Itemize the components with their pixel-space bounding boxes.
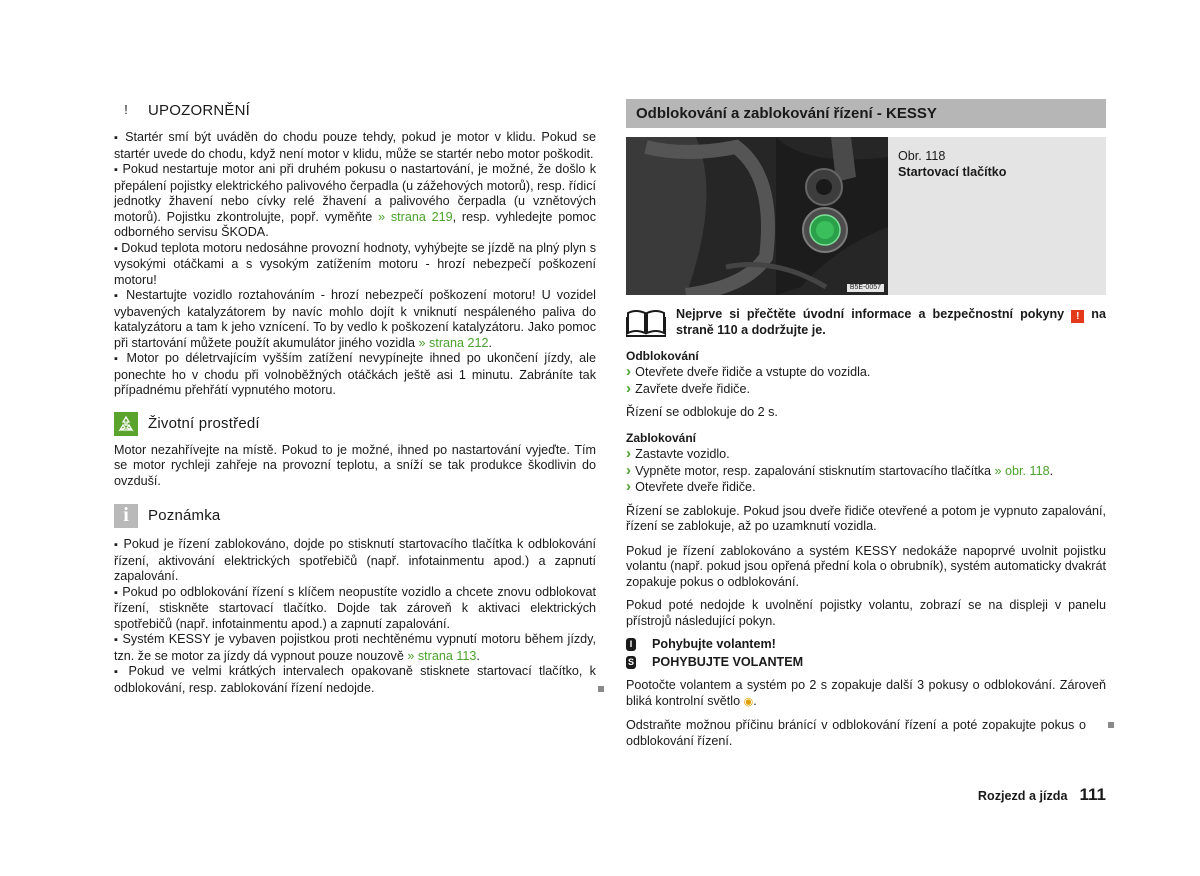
- unlock-result: Řízení se odblokuje do 2 s.: [626, 405, 778, 419]
- lock-result: Řízení se zablokuje. Pokud jsou dveře řidiče otevřené a potom je vypnuto zapalování, řízení se zablokuje, až po uzamknutí vozidla.: [626, 503, 1106, 533]
- page-footer: [978, 785, 1106, 805]
- figure-title: Startovací tlačítko: [898, 165, 1007, 179]
- display-type-icon: S: [627, 656, 634, 667]
- warning-item: ▪ Motor po déletrvajícím vyšším zatížení nevypínejte ihned po ukončení jízdy, ale ponechte ho v chodu při volnoběžných otáčkách ještě asi 1 minutu. Zabráníte tak případnému přehřátí vypnutého motoru.: [114, 351, 596, 399]
- note-item: ▪ Pokud je řízení zablokováno, dojde po stisknutí startovacího tlačítka k odblokování řízení, aktivování elektrických spotřebičů (např. infotainmentu apod.) a zapnutí zapalování.: [114, 537, 596, 585]
- page-link[interactable]: » strana 113: [407, 648, 477, 663]
- note-item: ▪ Systém KESSY je vybaven pojistkou proti nechtěnému vypnutí motoru během jízdy, tzn. že se motor za jízdy dá vypnout pouze nouzově » strana 113.: [114, 632, 596, 664]
- lock-step: › Zastavte vozidlo.: [626, 446, 1106, 463]
- environment-header: [114, 411, 596, 437]
- warning-title: UPOZORNĚNÍ: [148, 102, 251, 120]
- figure-number: Obr. 118: [898, 149, 946, 163]
- remove-paragraph: Odstraňte možnou příčinu bránící v odblokování řízení a poté zopakujte pokus o odblokování řízení.: [626, 718, 1086, 748]
- warning-item: ▪ Dokud teplota motoru nedosáhne provozní hodnoty, vyhýbejte se jízdě na plný plyn s vysokými otáčkami a s vysokým zatížením motoru - hrozí nebezpečí poškození motoru!: [114, 241, 596, 289]
- retry-paragraph: Pootočte volantem a systém po 2 s zopakuje další 3 pokusy o odblokování. Zároveň bliká kontrolní světlo ◉.: [626, 678, 1106, 708]
- section-end-marker: [598, 686, 604, 692]
- right-column: [626, 98, 1106, 749]
- warning-item: ▪ Nestartujte vozidlo roztahováním - hrozí nebezpečí poškození motoru! U vozidel vybavených katalyzátorem by navíc mohlo dojít k vniknutí nespáleného paliva do katalyzátoru a tam k jeho vznícení. To by vedlo k poškození katalyzátoru. Jako pomoc při startování můžete použít akumulátor jiného vozidla » strana 212.: [114, 288, 596, 351]
- left-column: [114, 98, 596, 696]
- lock-step: › Otevřete dveře řidiče.: [626, 479, 1106, 496]
- wheels-paragraph: Pokud je řízení zablokováno a systém KESSY nedokáže napoprvé uvolnit pojistku volantu (např. pokud jsou opřená přední kola o obrubník), systém automaticky dvakrát zopakuje pokus o odblokování.: [626, 543, 1106, 589]
- warning-mark-icon: !: [1071, 310, 1084, 323]
- section-title: Odblokování a zablokování řízení - KESSY: [626, 99, 1106, 128]
- environment-icon: [114, 412, 138, 436]
- figure-link[interactable]: » obr. 118: [994, 463, 1050, 478]
- note-header: [114, 503, 596, 529]
- figure-caption: [888, 137, 1106, 295]
- figure-code: B5E-0057: [847, 284, 884, 292]
- display-message: S POHYBUJTE VOLANTEM: [627, 654, 804, 669]
- note-list: [114, 537, 596, 696]
- book-icon: [626, 307, 666, 337]
- chapter-name: Rozjezd a jízda: [977, 789, 1068, 803]
- display-message: I Pohybujte volantem!: [626, 637, 1106, 653]
- read-first-text: Nejprve si přečtěte úvodní informace a bezpečnostní pokyny ! na straně 110 a dodržujte je.: [676, 307, 1106, 337]
- note-item: ▪ Pokud po odblokování řízení s klíčem neopustíte vozidlo a chcete znovu odblokovat řízení, stiskněte startovací tlačítko. Dojde tak zároveň k aktivaci elektrických spotřebičů (např. infotainmentu apod.) a zapnutí zapalování.: [114, 585, 596, 633]
- note-title: Poznámka: [148, 507, 221, 525]
- display-type-icon: I: [626, 638, 636, 651]
- warning-list: [114, 130, 596, 399]
- environment-text: Motor nezahřívejte na místě. Pokud to je možné, ihned po nastartování vyjeďte. Tím se motor rychleji zahřeje na provozní teplotu, a sníží se tak produkce škodlivin do ovzduší.: [114, 442, 596, 488]
- warning-header: [114, 98, 596, 124]
- info-icon: i: [114, 504, 138, 528]
- page-link[interactable]: » strana 219: [378, 209, 453, 224]
- lock-step: › Vypněte motor, resp. zapalování stisknutím startovacího tlačítka » obr. 118.: [626, 463, 1106, 480]
- unlock-step: › Otevřete dveře řidiče a vstupte do vozidla.: [626, 364, 1106, 381]
- read-first-notice: [626, 307, 1106, 339]
- section-end-marker: [1108, 722, 1114, 728]
- warning-item: ▪ Pokud nestartuje motor ani při druhém pokusu o nastartování, je možné, že došlo k přepálení pojistky elektrického palivového čerpadla (u zážehových motorů), resp. řídicí jednotky žhavení nebo cívky relé žhavení a palivového čerpadla (u vznětových motorů). Pojistku zkontrolujte, popř. vyměňte » strana 219, resp. vyhledejte pomoc odborného servisu ŠKODA.: [114, 162, 596, 241]
- display-paragraph: Pokud poté nedojde k uvolnění pojistky volantu, zobrazí se na displeji v panelu přístrojů následující pokyn.: [626, 598, 1106, 628]
- steering-lock-lamp-icon: ◉: [743, 695, 754, 708]
- warning-item: ▪ Startér smí být uváděn do chodu pouze tehdy, pokud je motor v klidu. Pokud se startér uvede do chodu, když není motor v klidu, může se startér nebo motor poškodit.: [114, 130, 596, 162]
- page-link[interactable]: » strana 212: [418, 335, 489, 350]
- start-button-illustration: [626, 137, 888, 295]
- page-number: 111: [1079, 785, 1106, 804]
- note-item: ▪ Pokud ve velmi krátkých intervalech opakovaně stisknete startovací tlačítko, k odblokování, resp. zablokování řízení nedojde.: [114, 664, 596, 696]
- lock-heading: Zablokování: [626, 430, 697, 445]
- unlock-heading: Odblokování: [626, 348, 699, 363]
- unlock-step: › Zavřete dveře řidiče.: [626, 381, 1106, 398]
- environment-title: Životní prostředí: [148, 414, 260, 432]
- warning-icon: !: [124, 103, 128, 118]
- figure: [626, 137, 1106, 295]
